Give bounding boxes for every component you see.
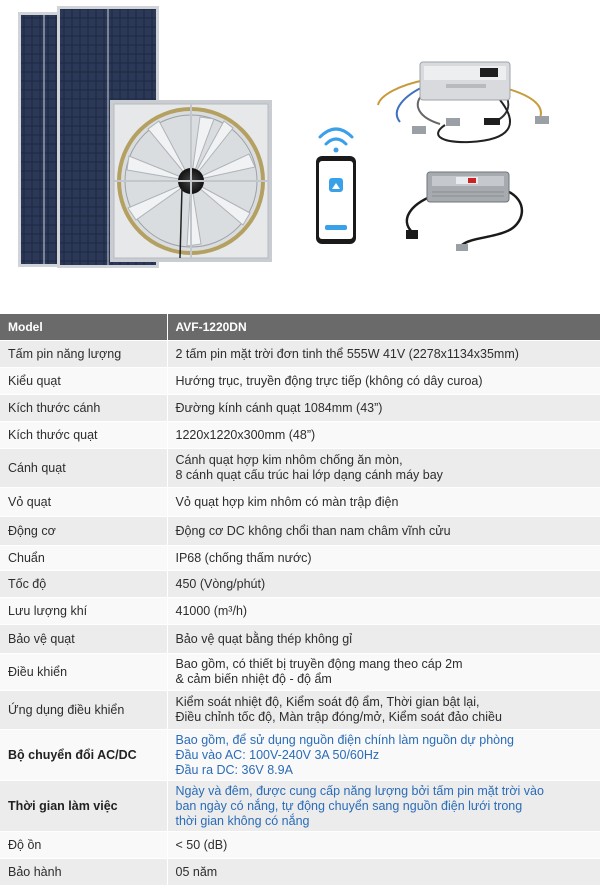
spec-label: Tấm pin năng lượng bbox=[0, 341, 167, 368]
spec-row bbox=[0, 859, 600, 886]
smartphone-icon bbox=[316, 156, 356, 244]
spec-value-line: Hướng trục, truyền động trực tiếp (không có dây curoa) bbox=[175, 373, 483, 388]
spec-row bbox=[0, 781, 600, 832]
spec-value-line: Điều chỉnh tốc độ, Màn trập đóng/mở, Kiểm soát đảo chiều bbox=[175, 710, 502, 724]
spec-value bbox=[167, 422, 600, 449]
spec-row bbox=[0, 395, 600, 422]
spec-value-line: Đường kính cánh quạt 1084mm (43”) bbox=[175, 400, 383, 415]
spec-value-line: 2 tấm pin mặt trời đơn tinh thể 555W 41V (2278x1134x35mm) bbox=[175, 346, 519, 361]
spec-row bbox=[0, 368, 600, 395]
spec-row bbox=[0, 546, 600, 571]
spec-row bbox=[0, 488, 600, 517]
spec-value-line: Ngày và đêm, được cung cấp năng lượng bởi tấm pin mặt trời vào bbox=[175, 783, 544, 798]
spec-label: Vỏ quạt bbox=[0, 488, 167, 517]
power-supply-icon bbox=[406, 172, 522, 251]
spec-label: Kiểu quạt bbox=[0, 368, 167, 395]
spec-value-line: Động cơ DC không chổi than nam châm vĩnh cửu bbox=[175, 523, 451, 538]
spec-value bbox=[167, 625, 600, 654]
spec-value-line: Vỏ quạt hợp kim nhôm có màn trập điện bbox=[175, 494, 399, 509]
spec-table bbox=[0, 314, 600, 886]
spec-value-line: thời gian không có nắng bbox=[175, 813, 310, 828]
spec-value bbox=[167, 517, 600, 546]
product-illustration bbox=[0, 0, 600, 290]
wifi-icon bbox=[320, 129, 352, 153]
spec-value-line: 1220x1220x300mm (48”) bbox=[175, 427, 316, 442]
spec-label: Kích thước cánh bbox=[0, 395, 167, 422]
spec-value bbox=[167, 395, 600, 422]
spec-label: Ứng dụng điều khiển bbox=[0, 691, 167, 730]
spec-label: Tốc độ bbox=[0, 571, 167, 598]
spec-row bbox=[0, 654, 600, 691]
spec-row bbox=[0, 625, 600, 654]
spec-value bbox=[167, 571, 600, 598]
spec-value bbox=[167, 730, 600, 781]
spec-value-line: Bao gồm, để sử dụng nguồn điện chính làm nguồn dự phòng bbox=[175, 732, 515, 747]
spec-value-line: 05 năm bbox=[175, 864, 218, 879]
spec-row bbox=[0, 691, 600, 730]
exhaust-fan-icon bbox=[110, 100, 272, 262]
spec-row bbox=[0, 449, 600, 488]
spec-value bbox=[167, 341, 600, 368]
spec-value bbox=[167, 546, 600, 571]
spec-value-line: 41000 (m³/h) bbox=[175, 603, 248, 618]
spec-value bbox=[167, 691, 600, 730]
spec-row bbox=[0, 341, 600, 368]
spec-row bbox=[0, 730, 600, 781]
spec-value bbox=[167, 781, 600, 832]
spec-value bbox=[167, 598, 600, 625]
spec-row bbox=[0, 832, 600, 859]
spec-value-line: Đầu ra DC: 36V 8.9A bbox=[175, 762, 293, 777]
spec-label: Kích thước quạt bbox=[0, 422, 167, 449]
spec-value bbox=[167, 859, 600, 886]
spec-value-line: Bảo vệ quạt bằng thép không gỉ bbox=[175, 631, 353, 646]
spec-value-line: Kiểm soát nhiệt độ, Kiểm soát độ ẩm, Thời gian bật lại, bbox=[175, 695, 480, 709]
spec-value bbox=[167, 654, 600, 691]
spec-label: Bộ chuyển đổi AC/DC bbox=[0, 730, 167, 781]
spec-row bbox=[0, 571, 600, 598]
spec-label: Thời gian làm việc bbox=[0, 781, 167, 832]
header-model-value: AVF-1220DN bbox=[167, 314, 600, 341]
spec-row bbox=[0, 598, 600, 625]
spec-value-line: & cảm biến nhiệt độ - độ ẩm bbox=[175, 672, 332, 686]
spec-label: Điều khiển bbox=[0, 654, 167, 691]
spec-value bbox=[167, 368, 600, 395]
spec-label: Động cơ bbox=[0, 517, 167, 546]
spec-value-line: IP68 (chống thấm nước) bbox=[175, 550, 312, 565]
spec-value bbox=[167, 449, 600, 488]
spec-value-line: 450 (Vòng/phút) bbox=[175, 576, 266, 591]
spec-label: Lưu lượng khí bbox=[0, 598, 167, 625]
spec-label: Bảo hành bbox=[0, 859, 167, 886]
controller-box-icon bbox=[378, 62, 549, 142]
spec-table-header bbox=[0, 314, 600, 341]
spec-value-line: < 50 (dB) bbox=[175, 837, 228, 852]
spec-label: Bảo vệ quạt bbox=[0, 625, 167, 654]
spec-label: Độ ồn bbox=[0, 832, 167, 859]
header-label: Model bbox=[0, 314, 167, 341]
spec-value-line: Bao gồm, có thiết bị truyền động mang theo cáp 2m bbox=[175, 657, 463, 671]
spec-value-line: ban ngày có nắng, tự động chuyển sang nguồn điện lưới trong bbox=[175, 798, 523, 813]
spec-value-line: 8 cánh quạt cấu trúc hai lớp dạng cánh máy bay bbox=[175, 468, 443, 482]
spec-value-line: Đầu vào AC: 100V-240V 3A 50/60Hz bbox=[175, 747, 380, 762]
spec-label: Chuẩn bbox=[0, 546, 167, 571]
spec-row bbox=[0, 517, 600, 546]
spec-label: Cánh quạt bbox=[0, 449, 167, 488]
spec-value bbox=[167, 488, 600, 517]
spec-row bbox=[0, 422, 600, 449]
spec-value-line: Cánh quạt hợp kim nhôm chống ăn mòn, bbox=[175, 453, 403, 467]
spec-value bbox=[167, 832, 600, 859]
